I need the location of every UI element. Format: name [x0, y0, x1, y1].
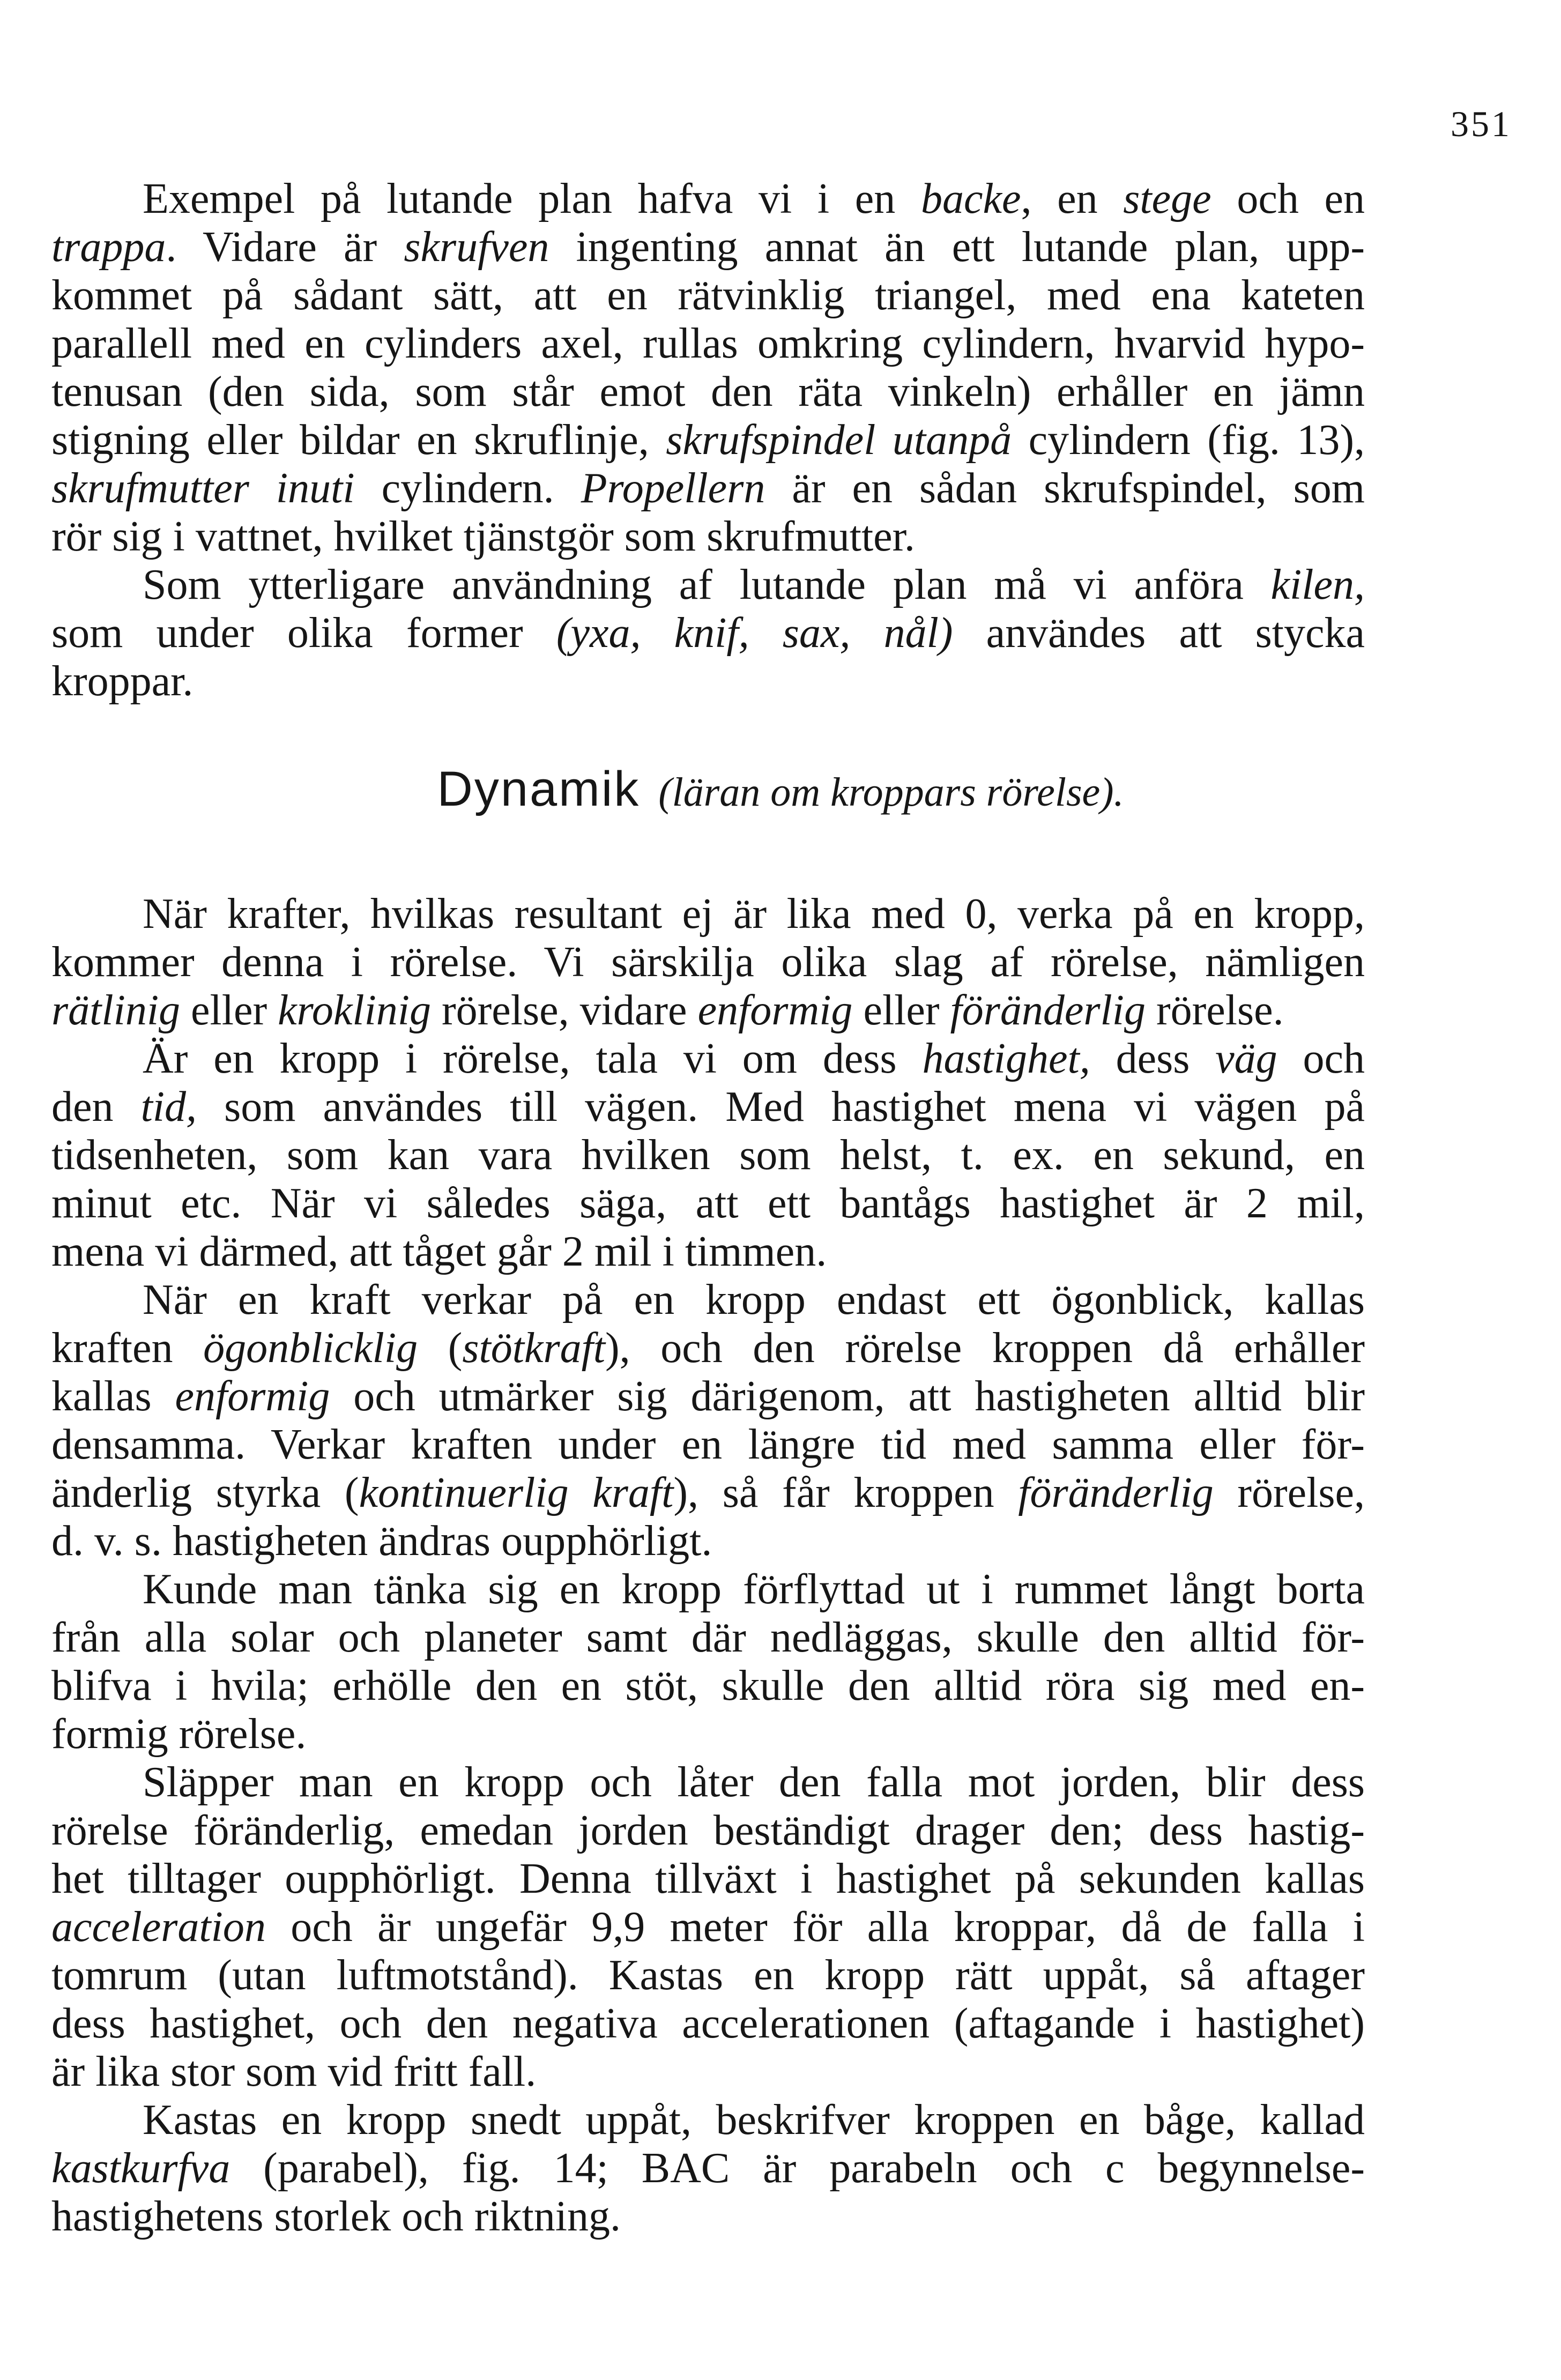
page-number: 351: [1451, 103, 1512, 144]
italic-text: enformig: [697, 987, 853, 1034]
italic-text: föränderlig: [950, 987, 1146, 1034]
text-segment: cylindern (fig. 13),: [1012, 416, 1365, 464]
section-heading: [0, 761, 1561, 817]
text-segment: hastighetens storlek och riktning.: [51, 2193, 621, 2240]
text-line: [51, 1951, 1365, 1999]
text-line: [51, 2144, 1365, 2192]
text-segment: mena vi därmed, att tåget går 2 mil i timmen.: [51, 1228, 827, 1275]
text-segment: änderlig styrka (: [51, 1469, 359, 1516]
italic-text: skrufspindel utanpå: [666, 416, 1012, 464]
italic-text: väg: [1215, 1035, 1277, 1082]
text-segment: är lika stor som vid fritt fall.: [51, 2048, 537, 2095]
text-line: [51, 1131, 1365, 1179]
text-segment: ), och den rörelse kroppen då erhåller: [605, 1325, 1365, 1372]
text-segment: som användes till vägen. Med hastighet mena vi vägen på: [197, 1083, 1365, 1130]
text-line: [51, 1035, 1365, 1083]
text-segment: tidsenheten, som kan vara hvilken som helst, t. ex. en sekund, en: [51, 1132, 1365, 1179]
text-block-screw-and-wedge: [51, 175, 1365, 705]
text-segment: dess hastighet, och den negativa accelerationen (aftagande i hastighet): [51, 2000, 1365, 2047]
text-segment: rör sig i vattnet, hvilket tjänstgör som skrufmutter.: [51, 513, 915, 560]
text-line: [51, 1806, 1365, 1855]
text-line: [51, 2192, 1365, 2241]
text-line: [51, 512, 1365, 561]
text-segment: minut etc. När vi således säga, att ett bantågs hastighet är 2 mil,: [51, 1180, 1365, 1227]
text-line: [51, 319, 1365, 368]
text-segment: och utmärker sig därigenom, att hastigheten alltid blir: [330, 1373, 1365, 1420]
italic-text: Propellern: [581, 465, 765, 512]
text-line: [51, 1903, 1365, 1951]
text-line: [51, 223, 1365, 271]
text-line: [51, 1179, 1365, 1228]
text-line: [51, 2048, 1365, 2096]
text-line: [51, 1276, 1365, 1324]
text-line: [51, 368, 1365, 416]
italic-text: föränderlig: [1018, 1469, 1214, 1516]
text-line: [51, 890, 1365, 938]
text-line: [51, 1710, 1365, 1758]
text-segment: Exempel på lutande plan hafva vi i en: [143, 175, 921, 222]
text-line: [51, 1613, 1365, 1662]
italic-text: acceleration: [51, 1903, 266, 1951]
italic-text: stege: [1123, 175, 1211, 222]
italic-text: kastkurfva: [51, 2145, 231, 2192]
text-segment: rörelse, vidare: [431, 987, 698, 1034]
text-line: [51, 1517, 1365, 1565]
italic-text: stötkraft: [462, 1325, 606, 1372]
italic-text: tid,: [140, 1083, 197, 1130]
text-line: [51, 561, 1365, 609]
text-segment: stigning eller bildar en skruflinje,: [51, 416, 666, 464]
text-line: [51, 1565, 1365, 1613]
text-segment: (: [418, 1325, 463, 1372]
text-segment: het tilltager oupphörligt. Denna tillväxt i hastighet på sekunden kallas: [51, 1855, 1365, 1902]
text-line: [51, 416, 1365, 464]
italic-text: kilen,: [1270, 561, 1365, 608]
text-segment: från alla solar och planeter samt där nedläggas, skulle den alltid för-: [51, 1614, 1365, 1661]
text-segment: . Vidare är: [166, 224, 404, 271]
text-segment: När en kraft verkar på en kropp endast ett ögonblick, kallas: [143, 1276, 1365, 1323]
text-segment: och är ungefär 9,9 meter för alla kroppar, då de falla i: [265, 1903, 1365, 1951]
text-segment: kommet på sådant sätt, att en rätvinklig triangel, med ena kateten: [51, 272, 1365, 319]
text-segment: kroppar.: [51, 658, 194, 705]
italic-text: rätlinig: [51, 987, 181, 1034]
text-segment: blifva i hvila; erhölle den en stöt, skulle den alltid röra sig med en-: [51, 1662, 1365, 1709]
text-segment: formig rörelse.: [51, 1710, 307, 1758]
italic-text: backe: [920, 175, 1021, 222]
text-segment: Kastas en kropp snedt uppåt, beskrifver kroppen en båge, kallad: [143, 2096, 1365, 2144]
text-segment: (parabel), fig. 14; BAC är parabeln och c begynnelse-: [230, 2145, 1365, 2192]
text-segment: kraften: [51, 1325, 204, 1372]
text-segment: kommer denna i rörelse. Vi särskilja olika slag af rörelse, nämligen: [51, 939, 1365, 986]
text-line: [51, 657, 1365, 705]
text-line: [51, 986, 1365, 1035]
text-line: [51, 1855, 1365, 1903]
text-line: [51, 1324, 1365, 1372]
text-segment: , en: [1021, 175, 1124, 222]
text-block-dynamics: [51, 890, 1365, 2241]
text-line: [51, 1758, 1365, 1806]
text-line: [51, 609, 1365, 657]
text-line: [51, 1083, 1365, 1131]
italic-text: (yxa, knif, sax, nål): [556, 609, 953, 657]
section-subtitle: (läran om kroppars rörelse).: [658, 770, 1124, 815]
text-segment: eller: [180, 987, 278, 1034]
italic-text: ögonblicklig: [203, 1325, 418, 1372]
text-segment: ingenting annat än ett lutande plan, upp-: [549, 224, 1365, 271]
text-segment: som under olika former: [51, 609, 556, 657]
text-segment: och en: [1211, 175, 1365, 222]
italic-text: skrufmutter inuti: [51, 465, 355, 512]
text-segment: den: [51, 1083, 141, 1130]
text-segment: är en sådan skrufspindel, som: [765, 465, 1365, 512]
text-line: [51, 271, 1365, 319]
italic-text: trappa: [51, 224, 166, 271]
text-segment: tenusan (den sida, som står emot den räta vinkeln) erhåller en jämn: [51, 368, 1365, 415]
text-line: [51, 175, 1365, 223]
text-segment: rörelse,: [1213, 1469, 1365, 1516]
text-segment: d. v. s. hastigheten ändras oupphörligt.: [51, 1518, 712, 1565]
text-segment: Kunde man tänka sig en kropp förflyttad ut i rummet långt borta: [143, 1566, 1365, 1613]
text-line: [51, 2096, 1365, 2144]
text-line: [51, 938, 1365, 986]
italic-text: kroklinig: [278, 987, 432, 1034]
italic-text: enformig: [175, 1373, 330, 1420]
text-segment: och: [1277, 1035, 1365, 1082]
text-line: [51, 1372, 1365, 1420]
text-line: [51, 1662, 1365, 1710]
text-segment: Är en kropp i rörelse, tala vi om dess: [143, 1035, 923, 1082]
text-segment: rörelse.: [1146, 987, 1284, 1034]
text-segment: När krafter, hvilkas resultant ej är lika med 0, verka på en kropp,: [143, 890, 1365, 938]
text-segment: användes att stycka: [953, 609, 1365, 657]
text-segment: Som ytterligare användning af lutande plan må vi anföra: [143, 561, 1271, 608]
text-line: [51, 1999, 1365, 2048]
italic-text: kontinuerlig kraft: [359, 1469, 674, 1516]
text-segment: eller: [852, 987, 950, 1034]
text-segment: Släpper man en kropp och låter den falla mot jorden, blir dess: [143, 1759, 1365, 1806]
text-line: [51, 1228, 1365, 1276]
text-segment: parallell med en cylinders axel, rullas omkring cylindern, hvarvid hypo-: [51, 320, 1365, 367]
text-line: [51, 464, 1365, 512]
italic-text: hastighet,: [922, 1035, 1090, 1082]
italic-text: skrufven: [404, 224, 549, 271]
text-line: [51, 1469, 1365, 1517]
text-segment: dess: [1090, 1035, 1216, 1082]
text-segment: tomrum (utan luftmotstånd). Kastas en kropp rätt uppåt, så aftager: [51, 1952, 1365, 1999]
section-title: Dynamik: [437, 762, 641, 816]
text-segment: ), så får kroppen: [673, 1469, 1019, 1516]
text-segment: cylindern.: [354, 465, 581, 512]
text-segment: rörelse föränderlig, emedan jorden beständigt drager den; dess hastig-: [51, 1807, 1365, 1854]
text-segment: densamma. Verkar kraften under en längre tid med samma eller för-: [51, 1421, 1365, 1468]
text-segment: kallas: [51, 1373, 175, 1420]
text-line: [51, 1420, 1365, 1469]
